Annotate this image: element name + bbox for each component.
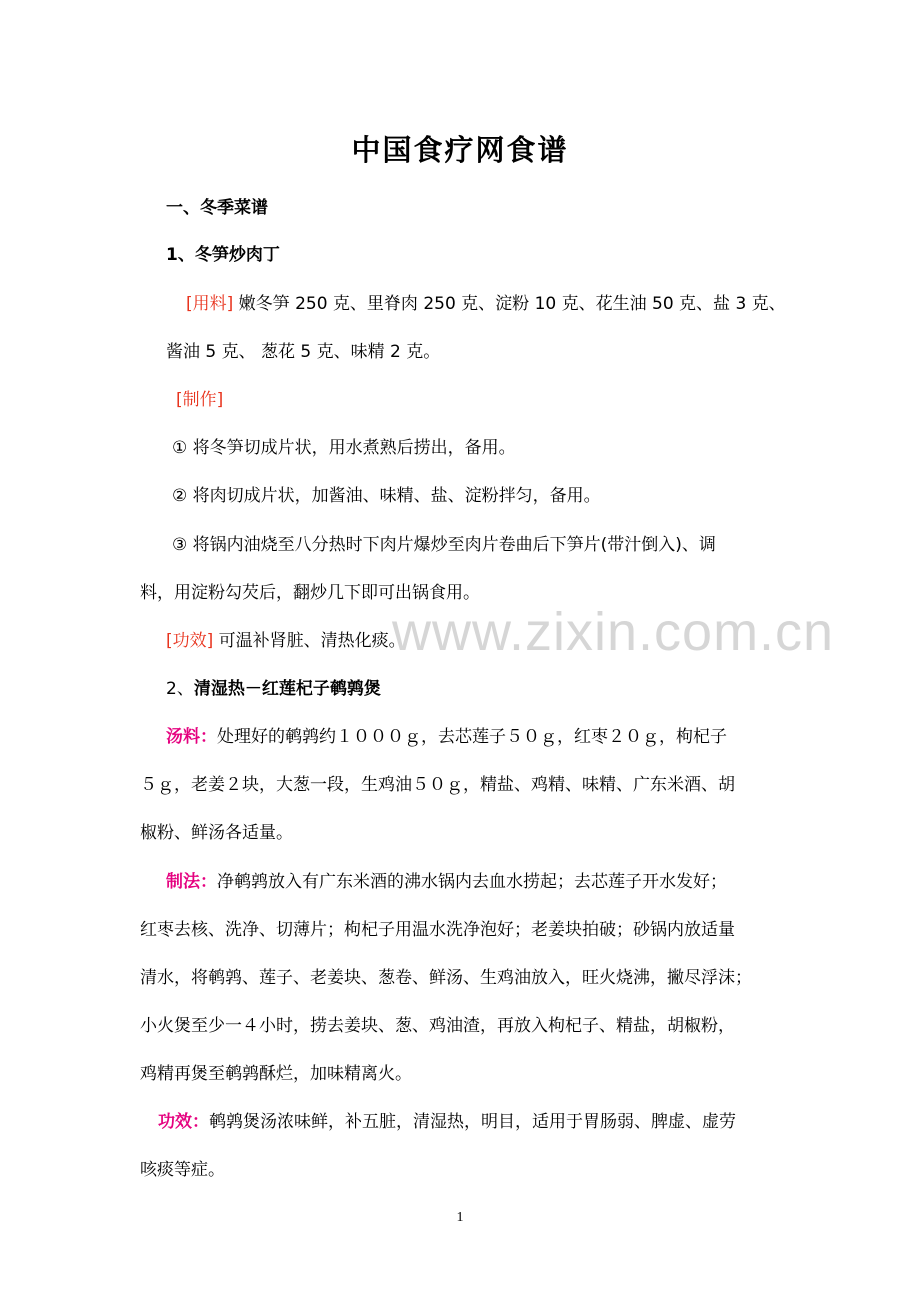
ingredients-label: [用料]: [186, 294, 234, 314]
recipe2-heading-text: 清湿热－红莲杞子鹌鹑煲: [193, 679, 381, 699]
effect-label: [功效]: [166, 631, 214, 651]
page-number: 1: [456, 1210, 464, 1225]
recipe2-soup-line2: ５ｇ，老姜２块，大葱一段，生鸡油５０ｇ，精盐、鸡精、味精、广东米酒、胡: [140, 775, 735, 795]
recipe2-soup-line1: [166, 725, 727, 749]
recipe1-ingredients-line2: 酱油 5 克、 葱花 5 克、味精 2 克。: [166, 342, 441, 362]
recipe2-heading-number: 2、: [166, 679, 194, 699]
recipe2-soup-line3: 椒粉、鲜汤各适量。: [140, 823, 293, 843]
recipe1-step3-line2: 料，用淀粉勾芡后，翻炒几下即可出锅食用。: [140, 583, 480, 603]
recipe2-method-line2: 红枣去核、洗净、切薄片；枸杞子用温水洗净泡好；老姜块拍破；砂锅内放适量: [140, 920, 735, 940]
page-title: 中国食疗网食谱: [351, 133, 569, 167]
recipe1-step3-line1: ③ 将锅内油烧至八分热时下肉片爆炒至肉片卷曲后下笋片(带汁倒入)、调: [172, 535, 716, 555]
recipe1-step2: ② 将肉切成片状，加酱油、味精、盐、淀粉拌匀，备用。: [172, 486, 601, 506]
recipe1-step1: ① 将冬笋切成片状，用水煮熟后捞出，备用。: [172, 438, 516, 458]
method-label: [制作]: [176, 390, 224, 410]
effect2-label: 功效：: [158, 1112, 209, 1132]
recipe2-effect-line1: [158, 1110, 736, 1134]
recipe2-method-line3: 清水，将鹌鹑、莲子、老姜块、葱卷、鲜汤、生鸡油放入，旺火烧沸，撇尽浮沫；: [140, 968, 752, 988]
effect2-text: 鹌鹑煲汤浓味鲜，补五脏，清湿热，明目，适用于胃肠弱、脾虚、虚劳: [209, 1112, 736, 1132]
recipe2-effect-line2: 咳痰等症。: [140, 1160, 225, 1180]
recipe1-heading: 1、冬笋炒肉丁: [166, 245, 280, 265]
recipe1-effect: [166, 629, 406, 653]
method2-text: 净鹌鹑放入有广东米酒的沸水锅内去血水捞起；去芯莲子开水发好；: [217, 872, 727, 892]
soup-text: 处理好的鹌鹑约１０００ｇ，去芯莲子５０ｇ，红枣２０ｇ，枸杞子: [217, 727, 727, 747]
recipe2-heading: [166, 677, 381, 701]
recipe2-method-line5: 鸡精再煲至鹌鹑酥烂，加味精离火。: [140, 1064, 412, 1084]
recipe2-method-line4: 小火煲至少一４小时，捞去姜块、葱、鸡油渣，再放入枸杞子、精盐，胡椒粉，: [140, 1016, 735, 1036]
ingredients-text: 嫩冬笋 250 克、里脊肉 250 克、淀粉 10 克、花生油 50 克、盐 3 克、: [238, 294, 786, 314]
soup-label: 汤料：: [166, 727, 217, 747]
effect-text: 可温补肾脏、清热化痰。: [218, 631, 406, 651]
method2-label: 制法：: [166, 872, 217, 892]
watermark: www.zixin.com.cn: [392, 602, 835, 662]
section-heading: 一、冬季菜谱: [166, 198, 268, 218]
recipe2-method-line1: [166, 870, 727, 894]
recipe1-ingredients-line1: [186, 292, 786, 316]
